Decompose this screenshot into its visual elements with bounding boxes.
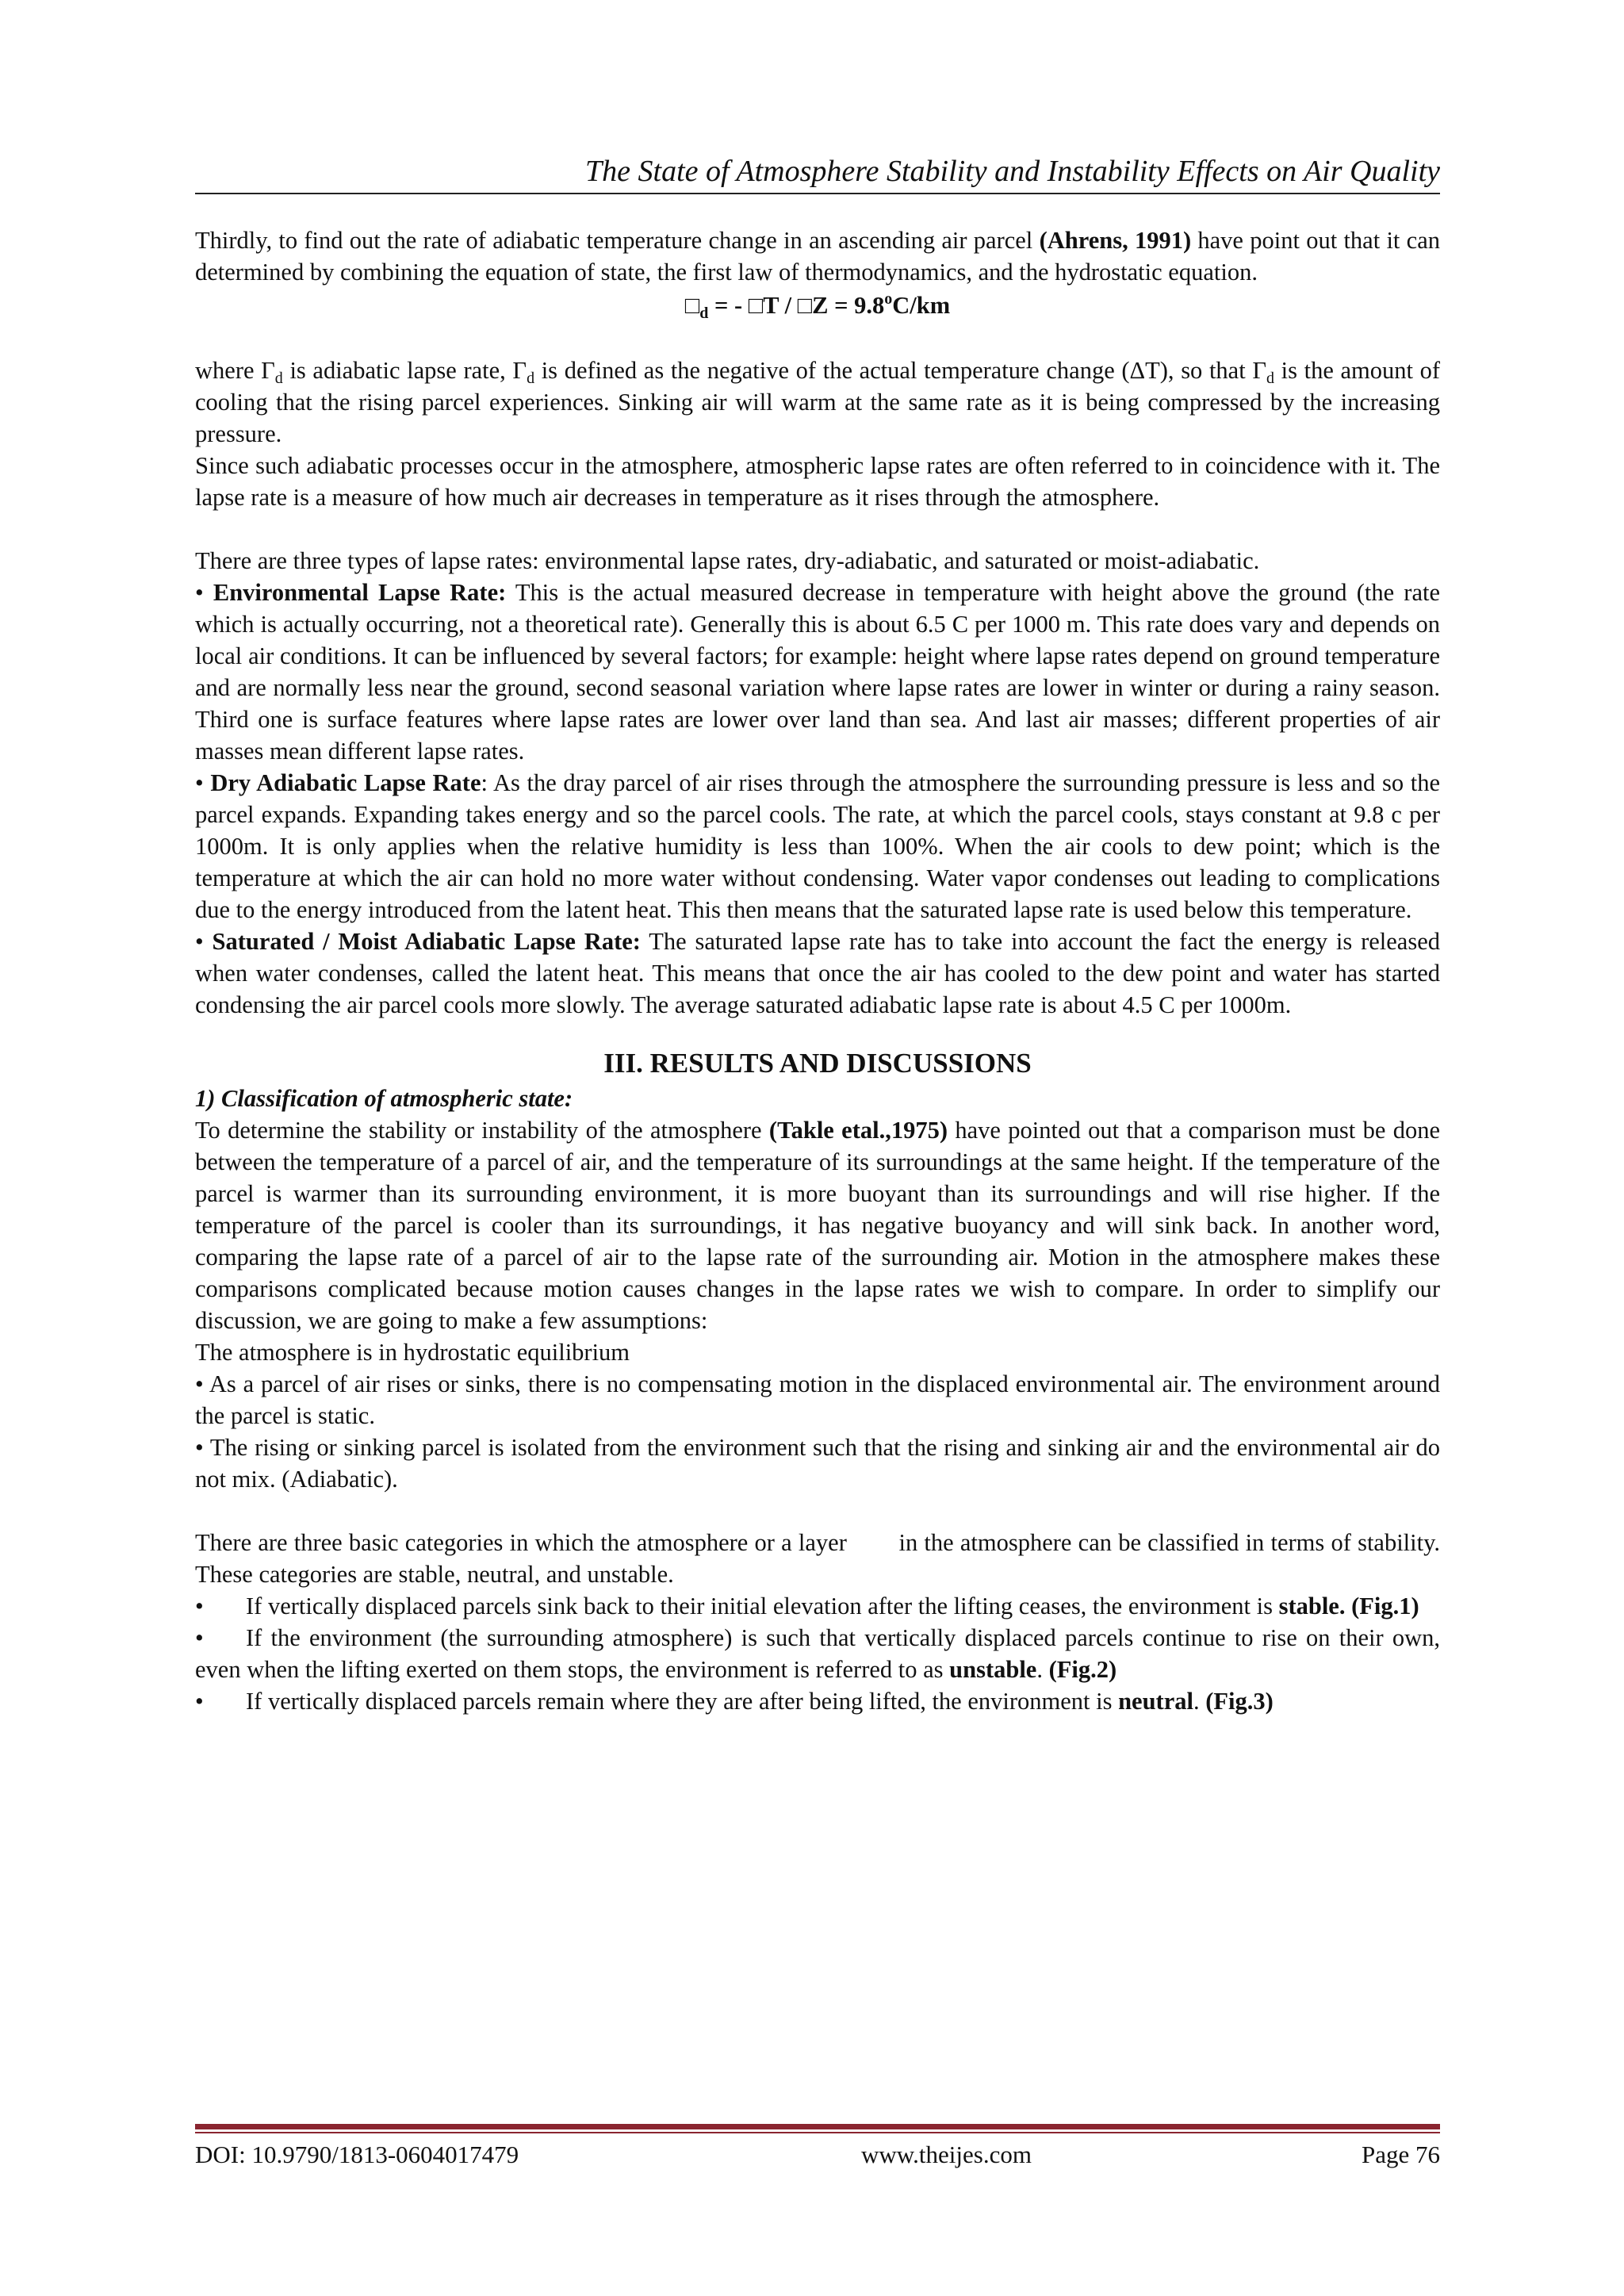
equation [195, 289, 1440, 321]
footer-rule-thick [195, 2124, 1440, 2129]
text: where Γ [195, 357, 275, 384]
bullet-unstable [195, 1622, 1440, 1685]
bullet-saturated [195, 926, 1440, 1021]
emphasis: neutral [1118, 1688, 1193, 1715]
subscript: d [274, 370, 283, 387]
subscript: d [1266, 370, 1274, 387]
equation-symbol: □ [684, 292, 700, 319]
bullet-assumption-1 [195, 1368, 1440, 1432]
text: As a parcel of air rises or sinks, there is no compensating motion in the displaced environmental air. The environment around the parcel is static. [195, 1370, 1440, 1429]
bullet-icon: • [195, 1593, 204, 1619]
text: If vertically displaced parcels remain where they are after being lifted, the environment is [246, 1688, 1119, 1715]
text: This is the actual measured decrease in temperature with height above the ground (the rate which is actually occurring, not a theoretical rate). Generally this is about 6.5 C per 1000 m. This rate does vary and depends on local air conditions. It can be influenced by several factors; for example: height where lapse rates depend on ground temperature and are normally less near the ground, second seasonal variation where lapse rates are lower in winter or during a rainy season. Third one is surface features where lapse rates are lower over land than sea. And last air masses; different properties of air masses mean different lapse rates. [195, 579, 1440, 765]
citation: (Ahrens, 1991) [1039, 227, 1192, 254]
bullet-environmental [195, 577, 1440, 767]
spacer [195, 513, 1440, 545]
text: Thirdly, to find out the rate of adiabatic temperature change in an ascending air parcel [195, 227, 1040, 254]
text: is defined as the negative of the actual temperature change (ΔT), so that Γ [534, 357, 1266, 384]
text: is the amount of cooling that the rising parcel experiences. Sinking air will warm at the same rate as it is being compressed by the increasing pressure. [195, 357, 1441, 447]
footer-rule-thin [195, 2132, 1440, 2133]
text: The rising or sinking parcel is isolated from the environment such that the rising and sinking air and the environmental air do not mix. (Adiabatic). [195, 1434, 1440, 1493]
bullet-stable [195, 1590, 1440, 1622]
footer-page-number: Page 76 [1361, 2141, 1440, 2168]
paragraph-intro [195, 224, 1440, 288]
text: If the environment (the surrounding atmosphere) is such that vertically displaced parcels continue to rise on their own, even when the lifting exerted on them stops, the environment is referred to as [195, 1624, 1440, 1683]
emphasis: stable. (Fig.1) [1278, 1593, 1419, 1619]
running-header: The State of Atmosphere Stability and Instability Effects on Air Quality [585, 155, 1440, 188]
spacer [195, 321, 1440, 355]
bullet-assumption-2 [195, 1432, 1440, 1495]
equation-subscript: d [699, 305, 709, 322]
bullet-icon: • [195, 1624, 204, 1651]
spacer [195, 1495, 1440, 1527]
subheading: 1) Classification of atmospheric state: [195, 1085, 573, 1112]
equation-unit: C/km [892, 292, 951, 319]
text: The saturated lapse rate has to take into account the fact the energy is released when water condenses, called the latent heat. This means that once the air has cooled to the dew point and water has started condensing the air parcel cools more slowly. The average saturated adiabatic lapse rate is about 4.5 C per 1000m. [195, 928, 1440, 1018]
text: have pointed out that a comparison must be done between the temperature of a parcel of air, and the temperature of its surroundings at the same height. If the temperature of the parcel is warmer than its surrounding environment, it is more buoyant than its surroundings and will rise higher. If the temperature of the parcel is cooler than its surroundings, it has negative buoyancy and will sink back. In another word, comparing the lapse rate of a parcel of air to the lapse rate of the surrounding air. Motion in the atmosphere makes these comparisons complicated because motion causes changes in the lapse rates we wish to compare. In order to simplify our discussion, we are going to make a few assumptions: [195, 1117, 1441, 1334]
paragraph-adiabatic: Since such adiabatic processes occur in the atmosphere, atmospheric lapse rates are often referred to in coincidence with it. The lapse rate is a measure of how much air decreases in temperature as it rises through the atmosphere. [195, 452, 1440, 511]
figure-ref: (Fig.2) [1048, 1656, 1117, 1683]
text: is adiabatic lapse rate, Γ [282, 357, 527, 384]
term: Environmental Lapse Rate: [213, 579, 507, 606]
paragraph-stability [195, 1114, 1440, 1336]
figure-ref: (Fig.3) [1205, 1688, 1274, 1715]
text: . [1036, 1656, 1049, 1683]
spacer [195, 1021, 1440, 1045]
term: Dry Adiabatic Lapse Rate [210, 769, 481, 796]
bullet-icon: • [195, 1370, 204, 1397]
paragraph-gamma [195, 355, 1440, 450]
term: Saturated / Moist Adiabatic Lapse Rate: [212, 928, 641, 955]
header-rule [195, 193, 1440, 194]
equation-body: = - □T / □Z = 9.8 [708, 292, 885, 319]
paragraph-categories: There are three basic categories in which the atmosphere or a layer in the atmosphere can be classified in terms of stability. These categories are stable, neutral, and unstable. [195, 1529, 1446, 1588]
emphasis: unstable [949, 1656, 1037, 1683]
text: To determine the stability or instability of the atmosphere [195, 1117, 769, 1144]
text: . [1193, 1688, 1206, 1715]
bullet-neutral [195, 1685, 1440, 1717]
paragraph-lapse-types: There are three types of lapse rates: environmental lapse rates, dry-adiabatic, and saturated or moist-adiabatic. [195, 547, 1260, 574]
bullet-icon: • [195, 579, 204, 606]
section-heading: III. RESULTS AND DISCUSSIONS [603, 1048, 1032, 1079]
bullet-icon: • [195, 769, 204, 796]
paragraph-hydrostatic: The atmosphere is in hydrostatic equilibrium [195, 1339, 630, 1366]
footer-doi: DOI: 10.9790/1813-0604017479 [195, 2141, 519, 2168]
bullet-icon: • [195, 928, 204, 955]
text: If vertically displaced parcels sink back to their initial elevation after the lifting ceases, the environment is [246, 1593, 1279, 1619]
citation: (Takle etal.,1975) [768, 1117, 948, 1144]
subscript: d [527, 370, 535, 387]
text: : As the dray parcel of air rises through the atmosphere the surrounding pressure is less and so the parcel expands. Expanding takes energy and so the parcel cools. The rate, at which the parcel cools, stays constant at 9.8 c per 1000m. It is only applies when the relative humidity is less than 100%. When the air cools to dew point; which is the temperature at which the air can hold no more water without condensing. Water vapor condenses out leading to complications due to the energy introduced from the latent heat. This then means that the saturated lapse rate is used below this temperature. [195, 769, 1441, 923]
page-body [195, 224, 1446, 1717]
bullet-dry [195, 767, 1440, 926]
bullet-icon: • [195, 1688, 204, 1715]
bullet-icon: • [195, 1434, 204, 1461]
text: have point out that it can determined by combining the equation of state, the first law of thermodynamics, and the hydrostatic equation. [195, 227, 1440, 286]
footer-website: www.theijes.com [861, 2141, 1032, 2168]
degree-sign: o [884, 290, 893, 308]
